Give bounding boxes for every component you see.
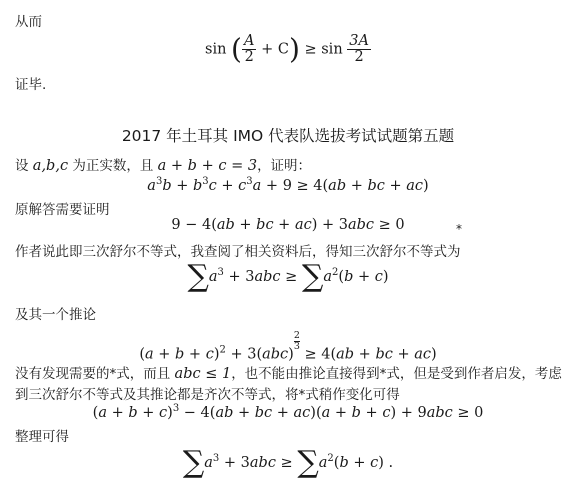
text-need-to-prove: 原解答需要证明 [15, 202, 110, 218]
text-author-schur: 作者说此即三次舒尔不等式，我查阅了相关资料后，得知三次舒尔不等式为 [15, 244, 461, 260]
equation-final: $\sum a^3 + 3abc \ge \sum a^2(b + c)$ . [182, 445, 394, 480]
equation-corollary: $(a + b + c)^2 + 3(abc)$ $\frac{2}{3}$ ≥ 4(ab + bc + ac) [139, 330, 437, 363]
text-simplify: 整理可得 [15, 429, 69, 445]
fraction-a-over-2: $\frac{A}{2}$ [243, 33, 255, 66]
sum-icon: ∑ [301, 259, 324, 294]
geq-sin: ≥ sin [304, 41, 343, 58]
sin-label: sin [205, 41, 227, 58]
text-qed: 证毕. [15, 77, 47, 93]
text-not-found: 没有发现需要的*式，而且 abc ≤ 1，也不能由推论直接得到*式，但是受到作者启发，考虑 [15, 366, 562, 382]
equation-target: $a^3b + b^3c + c^3a + 9 \ge 4(ab$ + bc + ac) [147, 176, 429, 194]
problem-statement: 设 a,b,c 为正实数，且 a + b + c = 3，证明： [15, 158, 312, 174]
star-marker: * [456, 222, 462, 236]
text-corollary: 及其一个推论 [15, 307, 96, 323]
plus-c: + C [261, 41, 289, 58]
sum-icon: ∑ [187, 259, 209, 294]
equation-schur: $\sum a^3 + 3abc \ge \sum a^2(b + c)$ [187, 259, 389, 294]
equation-sine-inequality: sin ( $\frac{A}{2}$ + C) ≥ sin $\frac{3A}{2}$ [205, 32, 369, 66]
equation-homogeneous: $(a + b + c)^3 - 4(ab$ + bc + ac)(a + b + c) + 9abc ≥ 0 [92, 403, 484, 421]
sum-icon: ∑ [297, 445, 319, 480]
text-transform: 到三次舒尔不等式及其推论都是齐次不等式，将*式稍作变化可得 [15, 387, 400, 403]
sum-icon: ∑ [182, 445, 205, 480]
fraction-3a-over-2: $\frac{3A}{2}$ [349, 33, 369, 66]
text-therefore: 从而 [15, 14, 42, 30]
equation-star: 9 − 4(ab + bc + ac) + 3abc ≥ 0 [171, 217, 405, 233]
page-title: 2017 年土耳其 IMO 代表队选拔考试试题第五题 [121, 127, 455, 145]
